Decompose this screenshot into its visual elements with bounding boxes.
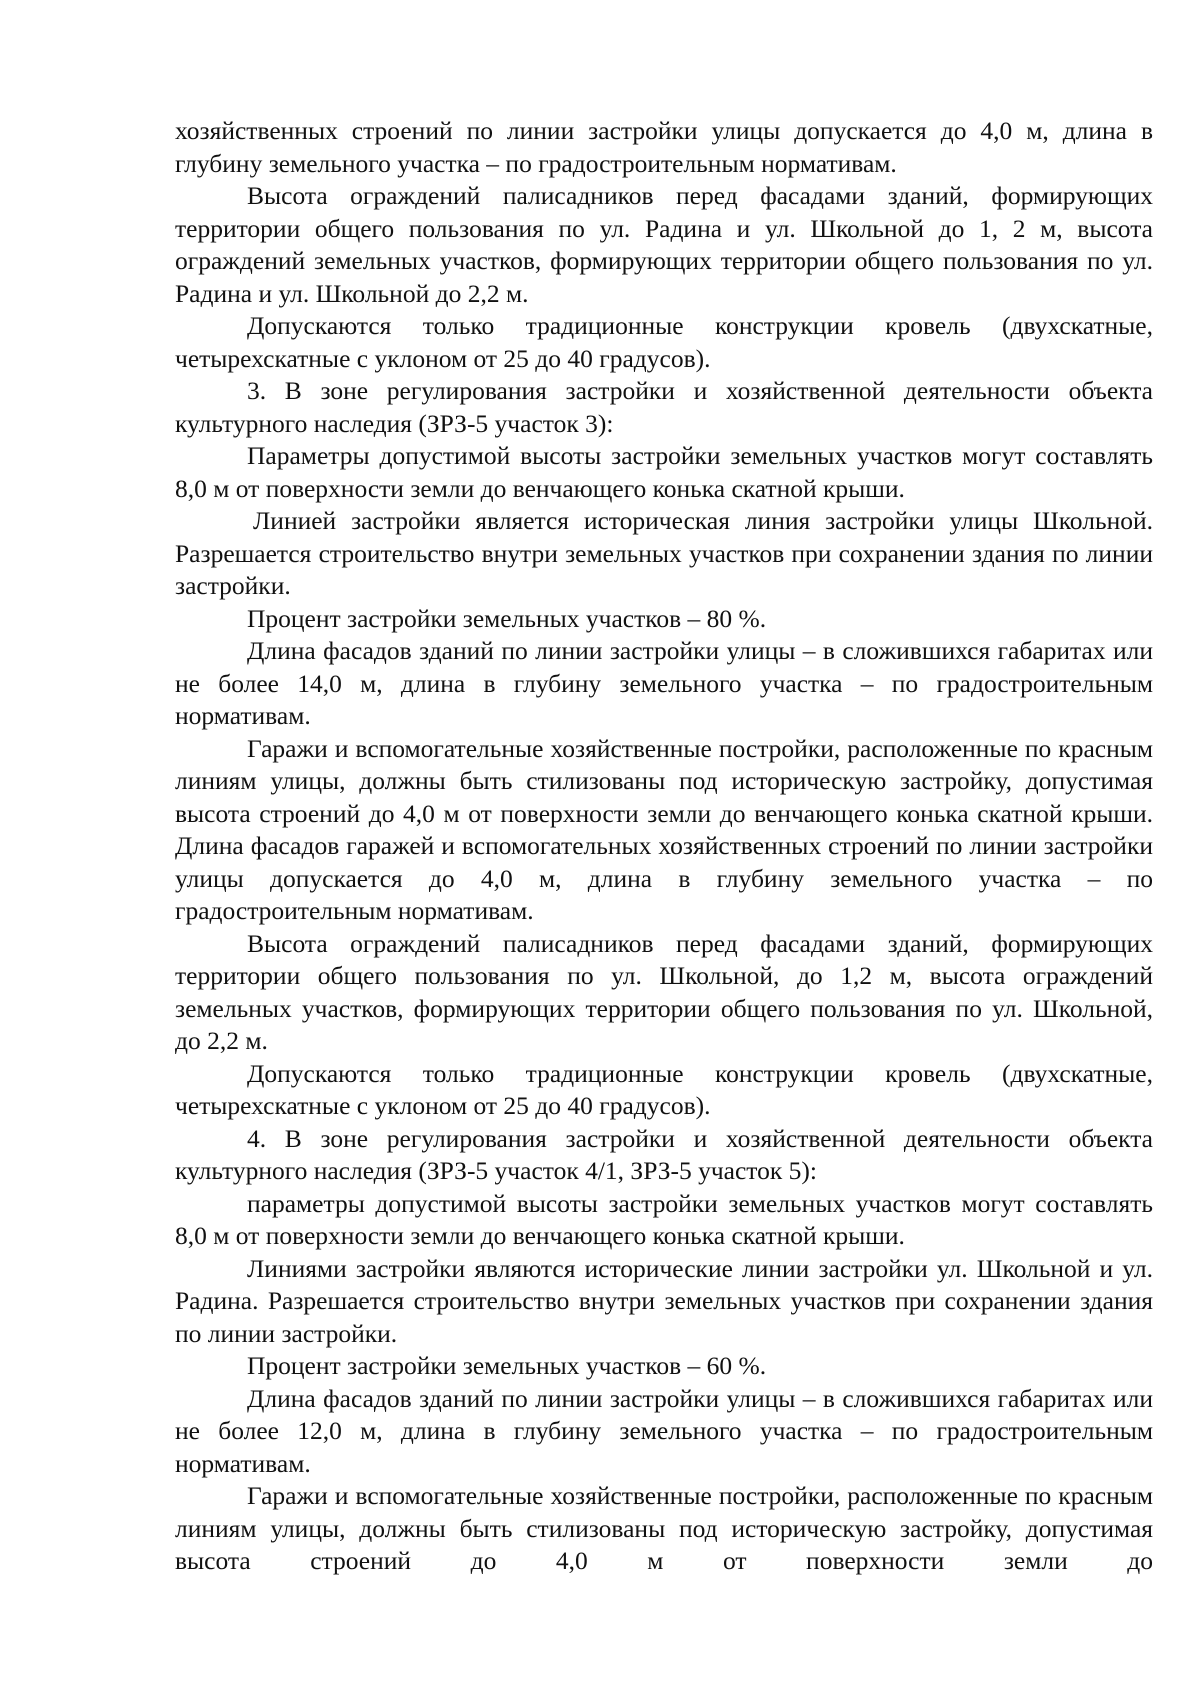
paragraph-zone-4-height: параметры допустимой высоты застройки земельных участков могут составлять 8,0 м от поверхности земли до венчающего конька скатной крыши. <box>175 1188 1153 1250</box>
paragraph-zone-3-roof-types: Допускаются только традиционные конструкции кровель (двухскатные, четырехскатные с уклоном от 25 до 40 градусов). <box>175 1058 1153 1120</box>
paragraph-zone-3-percent: Процент застройки земельных участков – 80 %. <box>247 603 767 633</box>
paragraph-roof-types: Допускаются только традиционные конструкции кровель (двухскатные, четырехскатные с уклоном от 25 до 40 градусов). <box>175 311 1153 373</box>
paragraph-zone-4-facade-length: Длина фасадов зданий по линии застройки улицы – в сложившихся габаритах или не более 12,0 м, длина в глубину земельного участка – по градостроительным нормативам. <box>175 1383 1153 1478</box>
paragraph-zone-3-building-line: Линией застройки является историческая линия застройки улицы Школьной. Разрешается строительство внутри земельных участков при сохранении здания по линии застройки. <box>175 506 1153 600</box>
paragraph-zone-4-heading: 4. В зоне регулирования застройки и хозяйственной деятельности объекта культурного наследия (ЗРЗ-5 участок 4/1, ЗРЗ-5 участок 5): <box>175 1123 1153 1185</box>
paragraph-zone-4-percent: Процент застройки земельных участков – 60 %. <box>247 1351 767 1380</box>
paragraph-zone-3-fence-height: Высота ограждений палисадников перед фасадами зданий, формирующих территории общего пользования по ул. Школьной, до 1,2 м, высота ограждений земельных участков, формирующих территории общего пользования по ул. Школьной, до 2,2 м. <box>175 928 1153 1055</box>
paragraph-zone-4-building-lines: Линиями застройки являются исторические линии застройки ул. Школьной и ул. Радина. Разрешается строительство внутри земельных участков при сохранении здания по линии застройки. <box>175 1253 1153 1348</box>
document-page <box>175 115 1153 1578</box>
paragraph-fence-height-radina: Высота ограждений палисадников перед фасадами зданий, формирующих территории общего пользования по ул. Радина и ул. Школьной до 1, 2 м, высота ограждений земельных участков, формирующих территории общего пользования по ул. Радина и ул. Школьной до 2,2 м. <box>175 181 1153 308</box>
paragraph-zone-3-garages: Гаражи и вспомогательные хозяйственные постройки, расположенные по красным линиям улицы, должны быть стилизованы под историческую застройку, допустимая высота строений до 4,0 м от поверхности земли до венчающего конька скатной крыши. Длина фасадов гаражей и вспомогательных хозяйственных строений по линии застройки улицы допускается до 4,0 м, длина в глубину земельного участка – по градостроительным нормативам. <box>175 733 1153 925</box>
paragraph-zone-3-height: Параметры допустимой высоты застройки земельных участков могут составлять 8,0 м от поверхности земли до венчающего конька скатной крыши. <box>175 441 1153 503</box>
paragraph-zone-3-facade-length: Длина фасадов зданий по линии застройки улицы – в сложившихся габаритах или не более 14,0 м, длина в глубину земельного участка – по градостроительным нормативам. <box>175 636 1153 730</box>
paragraph-zone-3-heading: 3. В зоне регулирования застройки и хозяйственной деятельности объекта культурного наследия (ЗРЗ-5 участок 3): <box>175 376 1153 438</box>
paragraph-continuation: хозяйственных строений по линии застройки улицы допускается до 4,0 м, длина в глубину земельного участка – по градостроительным нормативам. <box>175 116 1153 178</box>
paragraph-zone-4-garages: Гаражи и вспомогательные хозяйственные постройки, расположенные по красным линиям улицы, должны быть стилизованы под историческую застройку, допустимая высота строений до 4,0 м от поверхности земли до <box>175 1481 1153 1575</box>
